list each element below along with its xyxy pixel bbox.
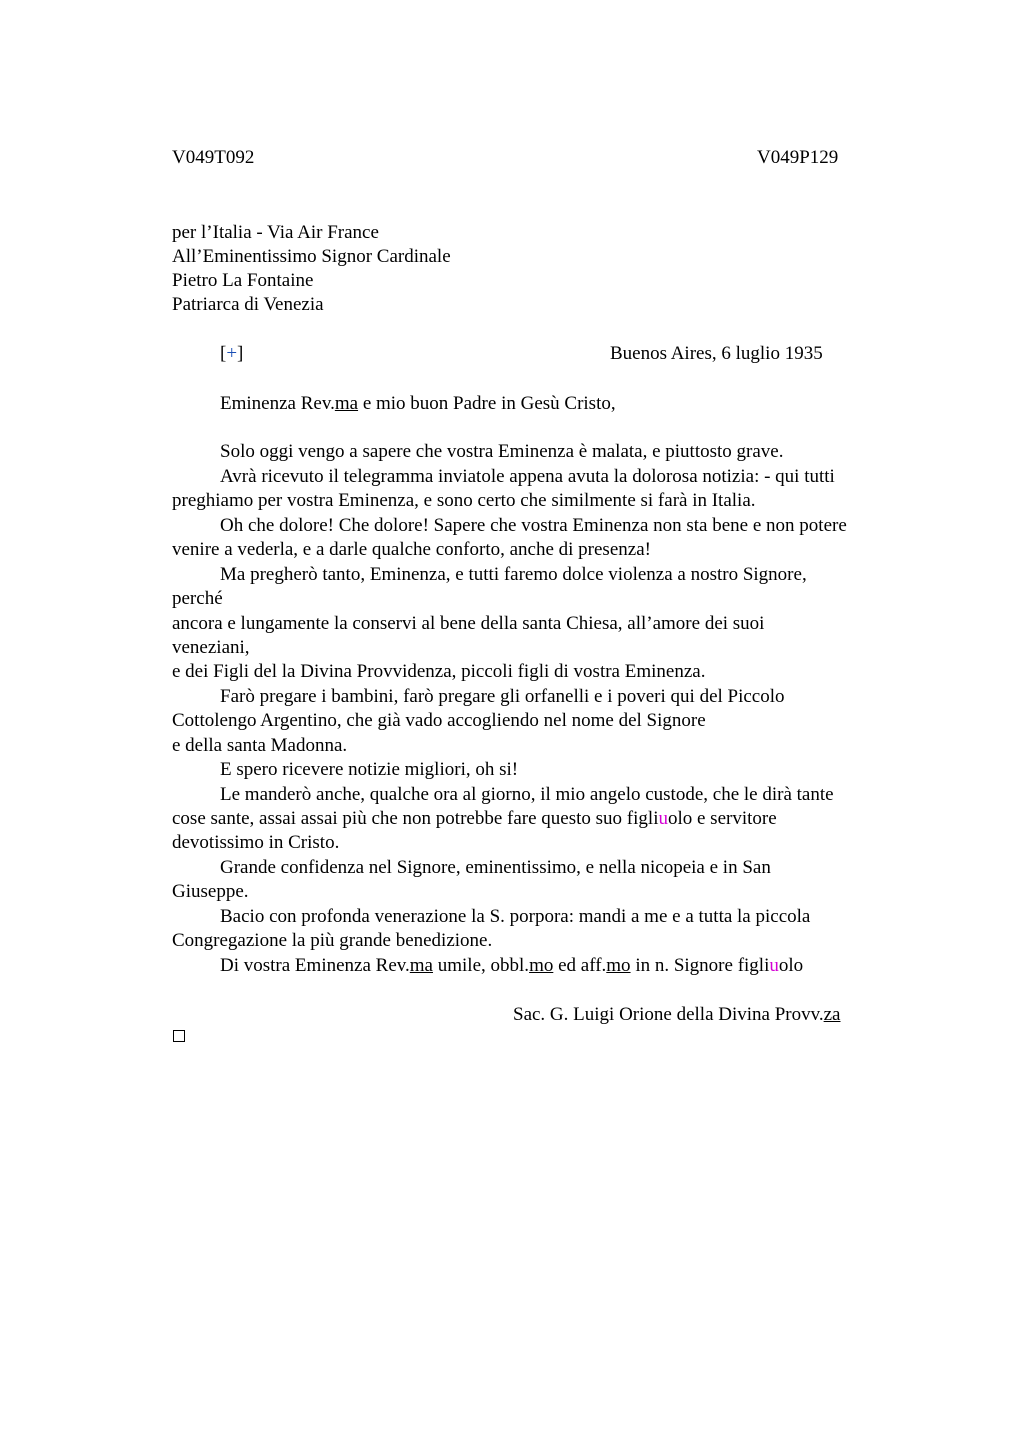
address-line: Patriarca di Venezia — [172, 294, 324, 315]
closing-line: Di vostra Eminenza Rev.ma umile, obbl.mo ed aff.mo in n. Signore figliuolo — [220, 955, 804, 976]
document-code-right: V049P129 — [757, 147, 839, 168]
cross-icon: + — [226, 343, 238, 364]
body-line: devotissimo in Cristo. — [172, 832, 340, 853]
body-line: Bacio con profonda venerazione la S. porpora: mandi a me e a tutta la piccola — [220, 906, 811, 927]
body-line: veneziani, — [172, 637, 250, 658]
address-line: per l’Italia - Via Air France — [172, 222, 379, 243]
abbreviation: ma — [334, 393, 359, 414]
place-date: Buenos Aires, 6 luglio 1935 — [610, 343, 823, 364]
body-line: e dei Figli del la Divina Provvidenza, piccoli figli di vostra Eminenza. — [172, 661, 706, 682]
body-line: Le manderò anche, qualche ora al giorno, il mio angelo custode, che le dirà tante — [220, 784, 834, 805]
address-line: Pietro La Fontaine — [172, 270, 314, 291]
body-line: Solo oggi vengo a sapere che vostra Eminenza è malata, e piuttosto grave. — [220, 441, 784, 462]
abbreviation: mo — [606, 955, 631, 976]
abbreviation: mo — [529, 955, 554, 976]
body-line: Congregazione la più grande benedizione. — [172, 930, 493, 951]
cross-open-bracket: [ — [220, 343, 227, 364]
abbreviation: za — [823, 1004, 841, 1025]
end-box-icon — [173, 1030, 185, 1042]
body-line: Cottolengo Argentino, che già vado accogliendo nel nome del Signore — [172, 710, 706, 731]
body-line: Ma pregherò tanto, Eminenza, e tutti faremo dolce violenza a nostro Signore, — [220, 564, 807, 585]
highlighted-letter: u — [658, 808, 668, 829]
body-line: Giuseppe. — [172, 881, 249, 902]
address-line: All’Eminentissimo Signor Cardinale — [172, 246, 451, 267]
body-line: Farò pregare i bambini, farò pregare gli orfanelli e i poveri qui del Piccolo — [220, 686, 785, 707]
body-line: ancora e lungamente la conservi al bene della santa Chiesa, all’amore dei suoi — [172, 613, 765, 634]
body-line: perché — [172, 588, 223, 609]
highlighted-letter: u — [769, 955, 779, 976]
cross-close-bracket: ] — [237, 343, 244, 364]
body-line: Oh che dolore! Che dolore! Sapere che vostra Eminenza non sta bene e non potere — [220, 515, 847, 536]
body-line: venire a vederla, e a darle qualche conforto, anche di presenza! — [172, 539, 651, 560]
document-code-left: V049T092 — [172, 147, 255, 168]
salutation: Eminenza Rev.ma e mio buon Padre in Gesù Cristo, — [220, 393, 616, 414]
body-line: cose sante, assai assai più che non potrebbe fare questo suo figliuolo e servitore — [172, 808, 777, 829]
body-line: preghiamo per vostra Eminenza, e sono certo che similmente si farà in Italia. — [172, 490, 756, 511]
abbreviation: ma — [409, 955, 433, 976]
cross-mark — [220, 342, 243, 366]
body-line: E spero ricevere notizie migliori, oh si! — [220, 759, 519, 780]
body-line: e della santa Madonna. — [172, 735, 348, 756]
signature: Sac. G. Luigi Orione della Divina Provv.za — [513, 1004, 841, 1025]
body-line: Avrà ricevuto il telegramma inviatole appena avuta la dolorosa notizia: - qui tutti — [220, 466, 835, 487]
body-line: Grande confidenza nel Signore, eminentissimo, e nella nicopeia e in San — [220, 857, 771, 878]
